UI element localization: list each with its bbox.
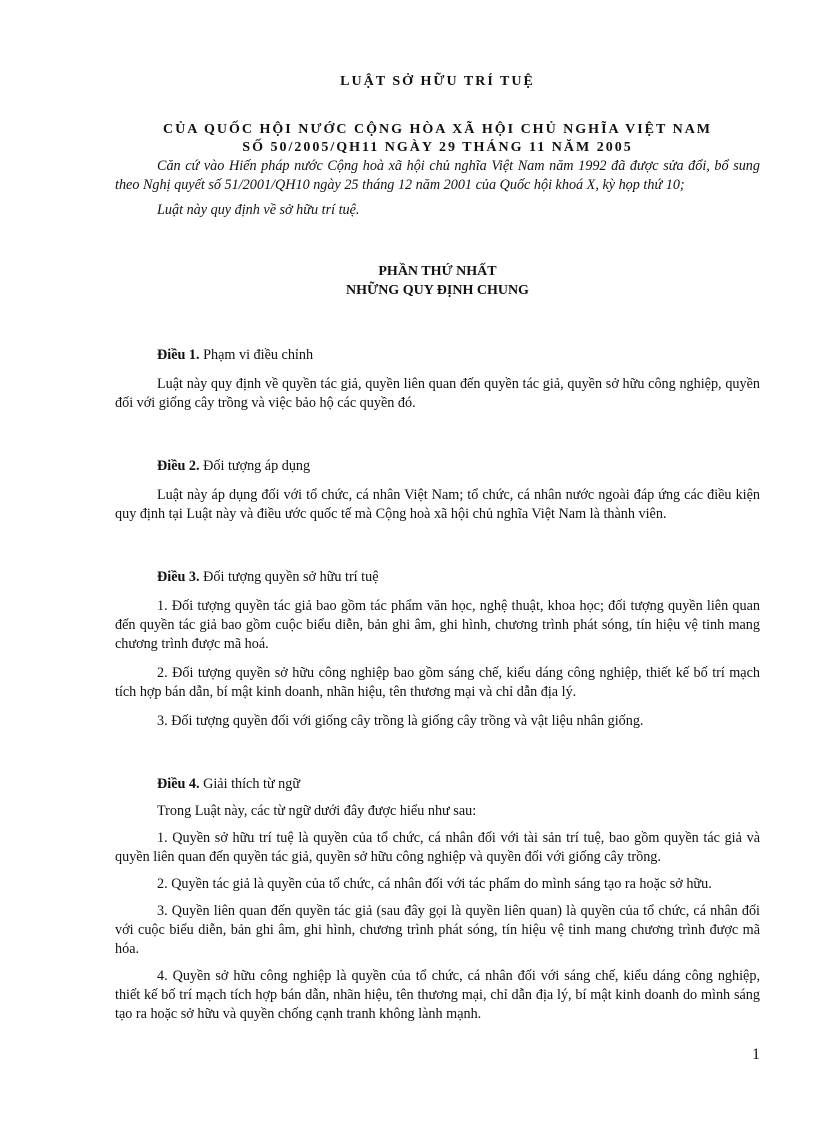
article-paragraph: 1. Quyền sở hữu trí tuệ là quyền của tổ chức, cá nhân đối với tài sản trí tuệ, bao gồm quyền tác giả và quyền liên quan đến quyền tác giả, quyền sở hữu công nghiệp và quyền đối với giống cây trồng. [115,830,760,865]
article-paragraph: 3. Quyền liên quan đến quyền tác giả (sau đây gọi là quyền liên quan) là quyền của tổ chức, cá nhân đối với cuộc biểu diễn, bản ghi âm, ghi hình, chương trình phát sóng, tín hiệu vệ tinh mang chương trình được mã hóa. [115,903,760,957]
article-paragraph: 4. Quyền sở hữu công nghiệp là quyền của tổ chức, cá nhân đối với sáng chế, kiểu dáng công nghiệp, thiết kế bố trí mạch tích hợp bán dẫn, nhãn hiệu, tên thương mại, chỉ dẫn địa lý, bí mật kinh doanh do mình sáng tạo ra hoặc sở hữu và quyền chống cạnh tranh không lành mạnh. [115,968,760,1022]
article-2-heading [115,457,760,476]
article-title: Phạm vi điều chỉnh [199,347,314,363]
article-title: Đối tượng áp dụng [199,458,311,474]
document-body [115,72,760,1024]
article-title: Giải thích từ ngữ [199,776,301,792]
issuer-line: CỦA QUỐC HỘI NƯỚC CỘNG HÒA XÃ HỘI CHỦ NGHĨA VIỆT NAM [162,122,713,137]
article-paragraph: Trong Luật này, các từ ngữ dưới đây được hiểu như sau: [157,803,477,819]
preamble-basis: Căn cứ vào Hiến pháp nước Cộng hoà xã hội chủ nghĩa Việt Nam năm 1992 đã được sửa đổi, bổ sung theo Nghị quyết số 51/2001/QH10 ngày 25 tháng 12 năm 2001 của Quốc hội khoá X, kỳ họp thứ 10; [115,158,760,193]
article-paragraph: 2. Đối tượng quyền sở hữu công nghiệp bao gồm sáng chế, kiểu dáng công nghiệp, thiết kế bố trí mạch tích hợp bán dẫn, bí mật kinh doanh, nhãn hiệu, tên thương mại và chỉ dẫn địa lý. [115,665,760,700]
article-title: Đối tượng quyền sở hữu trí tuệ [199,569,379,585]
page-number: 1 [752,1046,760,1063]
article-label: Điều 1. [157,347,200,363]
preamble-scope: Luật này quy định về sở hữu trí tuệ. [157,202,360,218]
article-label: Điều 2. [157,458,200,474]
article-paragraph: Luật này quy định về quyền tác giả, quyền liên quan đến quyền tác giả, quyền sở hữu công nghiệp, quyền đối với giống cây trồng và việc bảo hộ các quyền đó. [115,376,760,411]
law-title: LUẬT SỞ HỮU TRÍ TUỆ [340,74,535,89]
number-date-line: SỐ 50/2005/QH11 NGÀY 29 THÁNG 11 NĂM 2005 [242,140,633,155]
article-label: Điều 4. [157,776,200,792]
article-3-heading [115,568,760,587]
article-label: Điều 3. [157,569,200,585]
part-number: PHẦN THỨ NHẤT [378,264,497,279]
article-4-heading [115,775,760,794]
part-title: NHỮNG QUY ĐỊNH CHUNG [346,283,529,298]
article-paragraph: 3. Đối tượng quyền đối với giống cây trồng là giống cây trồng và vật liệu nhân giống. [157,713,644,729]
article-1-heading [115,346,760,365]
article-paragraph: 2. Quyền tác giả là quyền của tổ chức, cá nhân đối với tác phẩm do mình sáng tạo ra hoặc sở hữu. [157,876,712,892]
article-paragraph: Luật này áp dụng đối với tổ chức, cá nhân Việt Nam; tổ chức, cá nhân nước ngoài đáp ứng các điều kiện quy định tại Luật này và điều ước quốc tế mà Cộng hoà xã hội chủ nghĩa Việt Nam là thành viên. [115,487,760,522]
article-paragraph: 1. Đối tượng quyền tác giả bao gồm tác phẩm văn học, nghệ thuật, khoa học; đối tượng quyền liên quan đến quyền tác giả bao gồm cuộc biểu diễn, bản ghi âm, ghi hình, chương trình phát sóng, tín hiệu vệ tinh mang chương trình được mã hoá. [115,598,760,652]
